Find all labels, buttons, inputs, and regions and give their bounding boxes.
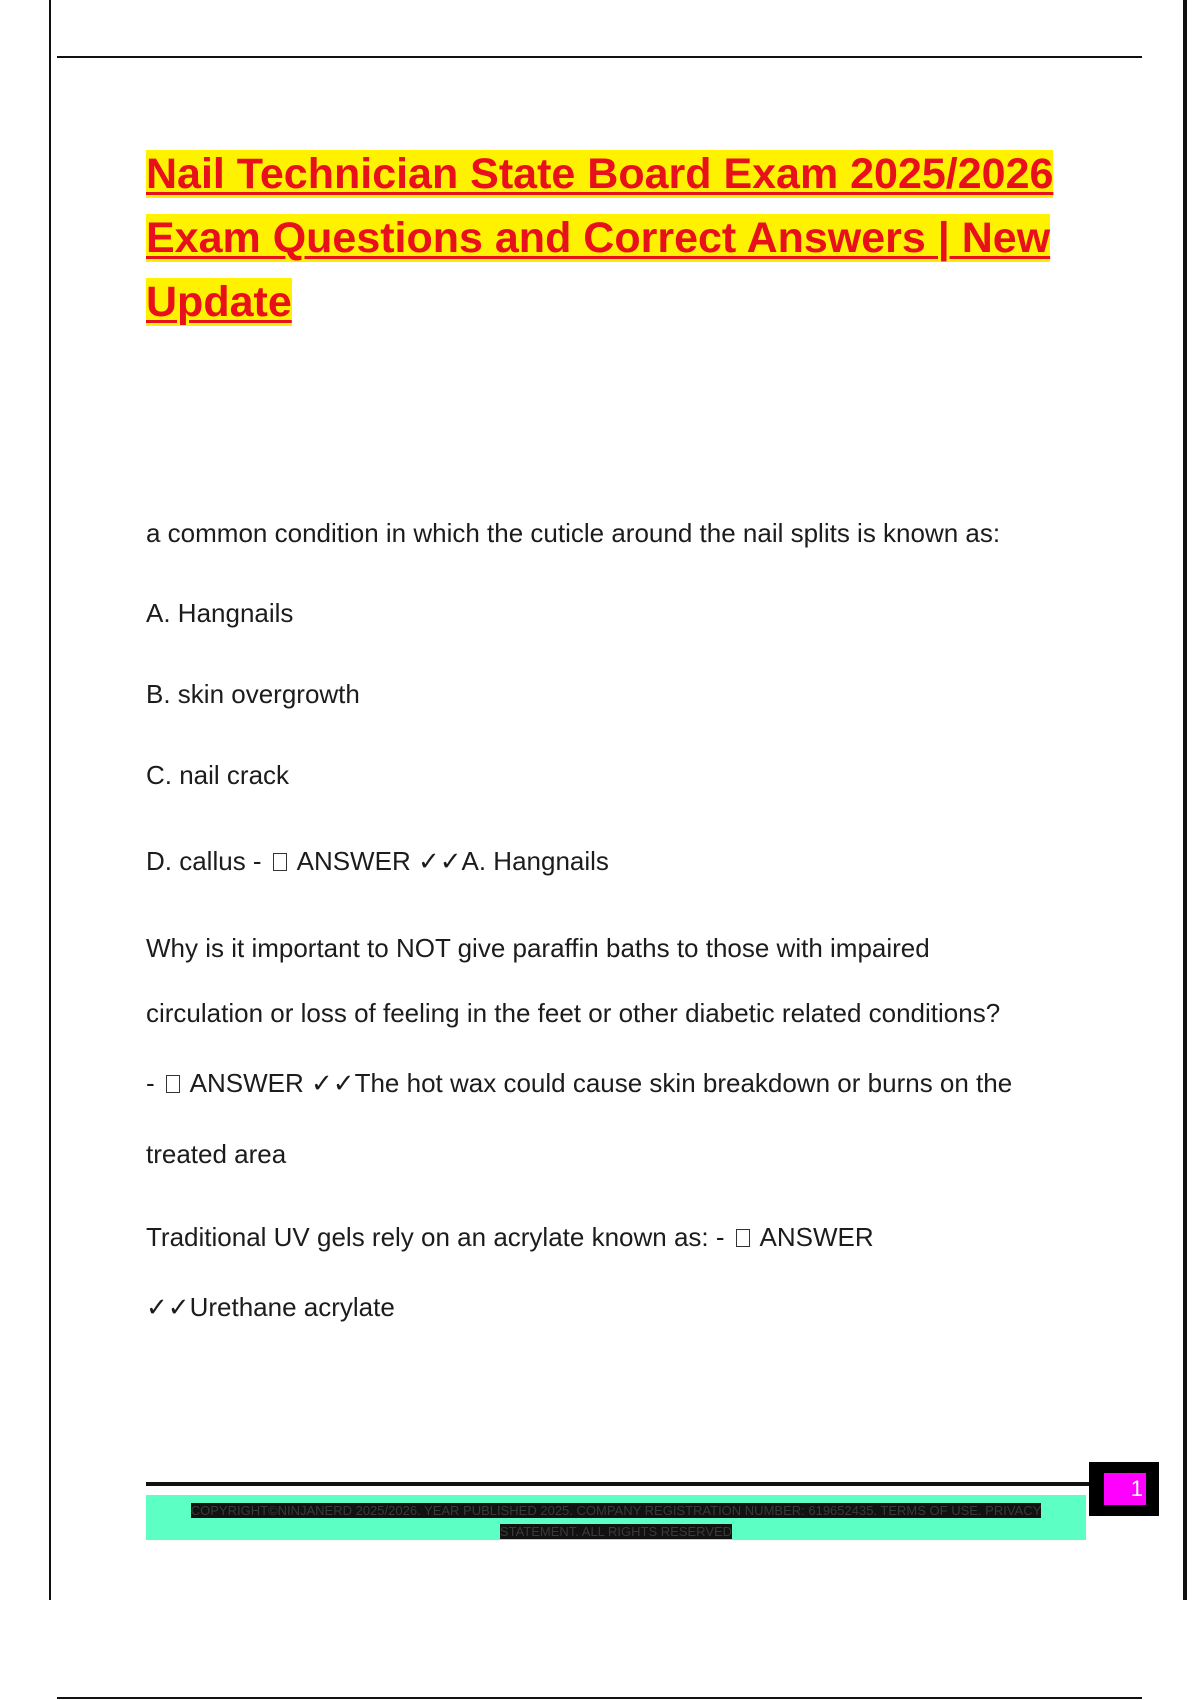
question-2-answer-label: ANSWER ✓✓ bbox=[183, 1068, 355, 1098]
page-border-left bbox=[49, 0, 51, 1600]
missing-glyph-icon bbox=[166, 1075, 180, 1093]
question-2-answer-prefix: - bbox=[146, 1068, 162, 1098]
question-1-option-b: B. skin overgrowth bbox=[146, 679, 360, 709]
question-2-prompt-line-1: Why is it important to NOT give paraffin baths to those with impaired bbox=[146, 933, 930, 963]
question-3-answer-label: ANSWER bbox=[753, 1222, 874, 1252]
question-1-option-d-answer bbox=[146, 846, 609, 877]
document-title-text: Nail Technician State Board Exam 2025/2026 Exam Questions and Correct Answers | New Update bbox=[146, 150, 1054, 326]
question-1-option-a: A. Hangnails bbox=[146, 598, 294, 628]
question-2-answer-text: The hot wax could cause skin breakdown or burns on the bbox=[354, 1068, 1013, 1098]
question-3-answer: ✓✓Urethane acrylate bbox=[146, 1292, 395, 1322]
question-2-answer-line-2: treated area bbox=[146, 1139, 287, 1169]
page-border-right bbox=[1183, 0, 1187, 1600]
question-3-prompt bbox=[146, 1222, 874, 1253]
question-2-prompt-line-2: circulation or loss of feeling in the feet or other diabetic related conditions? bbox=[146, 998, 1001, 1028]
question-3-prompt-text: Traditional UV gels rely on an acrylate known as: - bbox=[146, 1222, 732, 1252]
bottom-rule bbox=[57, 1697, 1142, 1699]
missing-glyph-icon bbox=[736, 1229, 750, 1247]
footer-rule bbox=[146, 1482, 1089, 1486]
question-1-answer: A. Hangnails bbox=[461, 846, 609, 876]
document-title bbox=[146, 142, 1086, 334]
page-number-text: 1 bbox=[1130, 1476, 1143, 1501]
header-rule bbox=[57, 56, 1142, 58]
footer-copyright-text: COPYRIGHT©NINJANERD 2025/2026. YEAR PUBLISHED 2025. COMPANY REGISTRATION NUMBER: 619652435. TERMS OF USE. PRIVACY STATEMENT. ALL RIGHTS RESERVED bbox=[190, 1503, 1042, 1539]
question-2-answer-line-1 bbox=[146, 1068, 1012, 1099]
missing-glyph-icon bbox=[273, 853, 287, 871]
question-1-option-c: C. nail crack bbox=[146, 760, 290, 790]
question-1-answer-label: ANSWER ✓✓ bbox=[290, 846, 462, 876]
question-1-option-d: D. callus - bbox=[146, 846, 269, 876]
question-1-prompt: a common condition in which the cuticle around the nail splits is known as: bbox=[146, 518, 1001, 548]
footer-copyright bbox=[170, 1500, 1062, 1542]
page-number bbox=[1104, 1473, 1146, 1505]
